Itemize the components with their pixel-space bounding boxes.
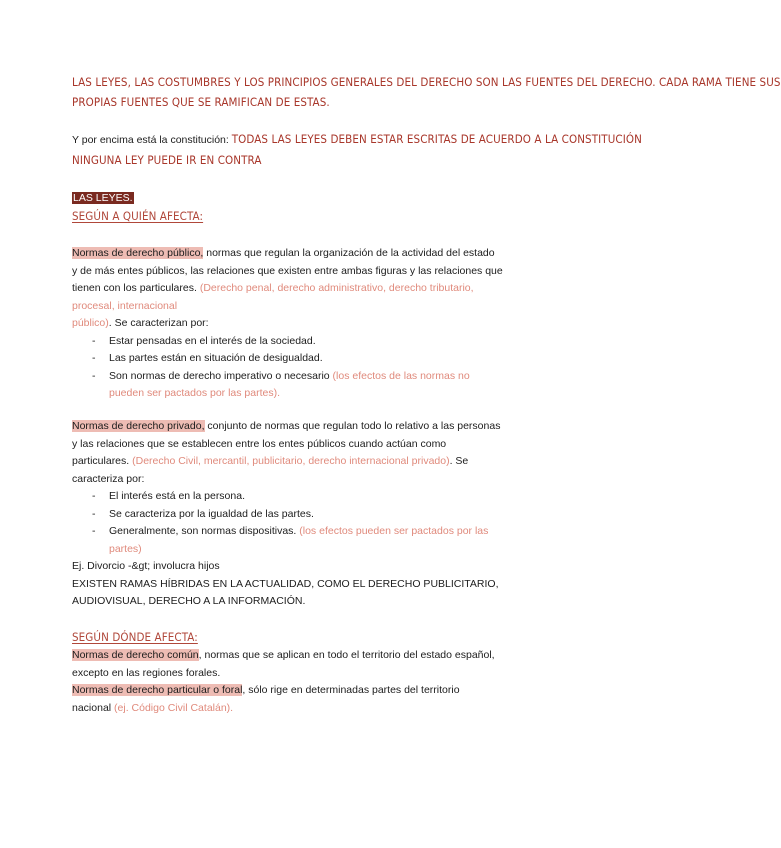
list-item: - El interés está en la persona. (72, 488, 542, 506)
list-item: - Generalmente, son normas dispositivas. (los efectos pueden ser pactados por las partes) (72, 523, 542, 558)
privado-note: (Derecho Civil, mercantil, publicitario, derecho internacional privado) (132, 455, 450, 467)
comun-term: Normas de derecho común (72, 649, 199, 661)
publico-term: Normas de derecho público, (72, 247, 204, 259)
hibridas-line-2: AUDIOVISUAL, DERECHO A LA INFORMACIÓN. (72, 595, 306, 607)
ej-divorcio: Ej. Divorcio -&gt; involucra hijos (72, 560, 220, 572)
publico-tail: . Se caracterizan por: (108, 317, 209, 329)
privado-line-2: y las relaciones que se establecen entre los entes públicos cuando actúan como (72, 437, 447, 450)
constitucion-paragraph (72, 129, 642, 170)
publico-note-2: procesal, internacional (72, 299, 178, 312)
list-item: - Son normas de derecho imperativo o necesario (los efectos de las normas no pueden ser pactados por las partes). (72, 368, 542, 403)
comun-text-1: , normas que se aplican en todo el territorio del estado español, (198, 649, 495, 661)
privado-tail: . Se (449, 455, 469, 467)
list-item: - Estar pensadas en el interés de la sociedad. (72, 333, 542, 351)
privado-text-1: conjunto de normas que regulan todo lo relativo a las personas (204, 420, 501, 432)
list-item: - Las partes están en situación de desigualdad. (72, 350, 542, 368)
intro-paragraph (72, 72, 781, 112)
intro-line-2: PROPIAS FUENTES QUE SE RAMIFICAN DE ESTAS. (72, 95, 330, 109)
privado-line-4: caracteriza por: (72, 472, 145, 485)
privado-list (72, 488, 542, 558)
publico-line-3: tienen con los particulares. (72, 282, 200, 294)
publico-list (72, 333, 542, 403)
privado-term: Normas de derecho privado, (72, 420, 205, 432)
list-item: - Se caracteriza por la igualdad de las partes. (72, 506, 542, 524)
publico-section (72, 245, 542, 403)
privado-line-3: particulares. (72, 455, 133, 467)
constitucion-hand-2: NINGUNA LEY PUEDE IR EN CONTRA (72, 153, 262, 167)
particular-note: (ej. Código Civil Catalán). (114, 701, 234, 714)
publico-text-1: normas que regulan la organización de la actividad del estado (203, 247, 495, 259)
privado-section (72, 418, 542, 611)
publico-note-1: (Derecho penal, derecho administrativo, derecho tributario, (199, 282, 474, 294)
intro-line-1: LAS LEYES, LAS COSTUMBRES Y LOS PRINCIPIOS GENERALES DEL DERECHO SON LAS FUENTES DEL DERECHO. CADA RAMA TIENE SUS (72, 75, 781, 89)
hibridas-line-1: EXISTEN RAMAS HÍBRIDAS EN LA ACTUALIDAD, COMO EL DERECHO PUBLICITARIO, (72, 577, 499, 590)
leyes-heading-block (72, 190, 532, 225)
constitucion-hand-1: TODAS LAS LEYES DEBEN ESTAR ESCRITAS DE ACUERDO A LA CONSTITUCIÓN (231, 132, 642, 146)
segun-donde-heading: SEGÚN DÓNDE AFECTA: (72, 630, 198, 644)
leyes-heading: LAS LEYES. (73, 192, 133, 204)
comun-line-2: excepto en las regiones forales. (72, 666, 221, 679)
publico-note-3: público) (72, 317, 109, 329)
segun-quien-heading: SEGÚN A QUIÉN AFECTA: (72, 208, 204, 223)
donde-section (72, 628, 542, 717)
particular-text-1: , sólo rige en determinadas partes del territorio (242, 684, 460, 696)
publico-line-2: y de más entes públicos, las relaciones que existen entre ambas figuras y las relaciones que (72, 264, 503, 277)
particular-line-2: nacional (72, 701, 115, 714)
constitucion-lead: Y por encima está la constitución: (72, 134, 232, 146)
particular-term: Normas de derecho particular o foral (72, 684, 243, 696)
